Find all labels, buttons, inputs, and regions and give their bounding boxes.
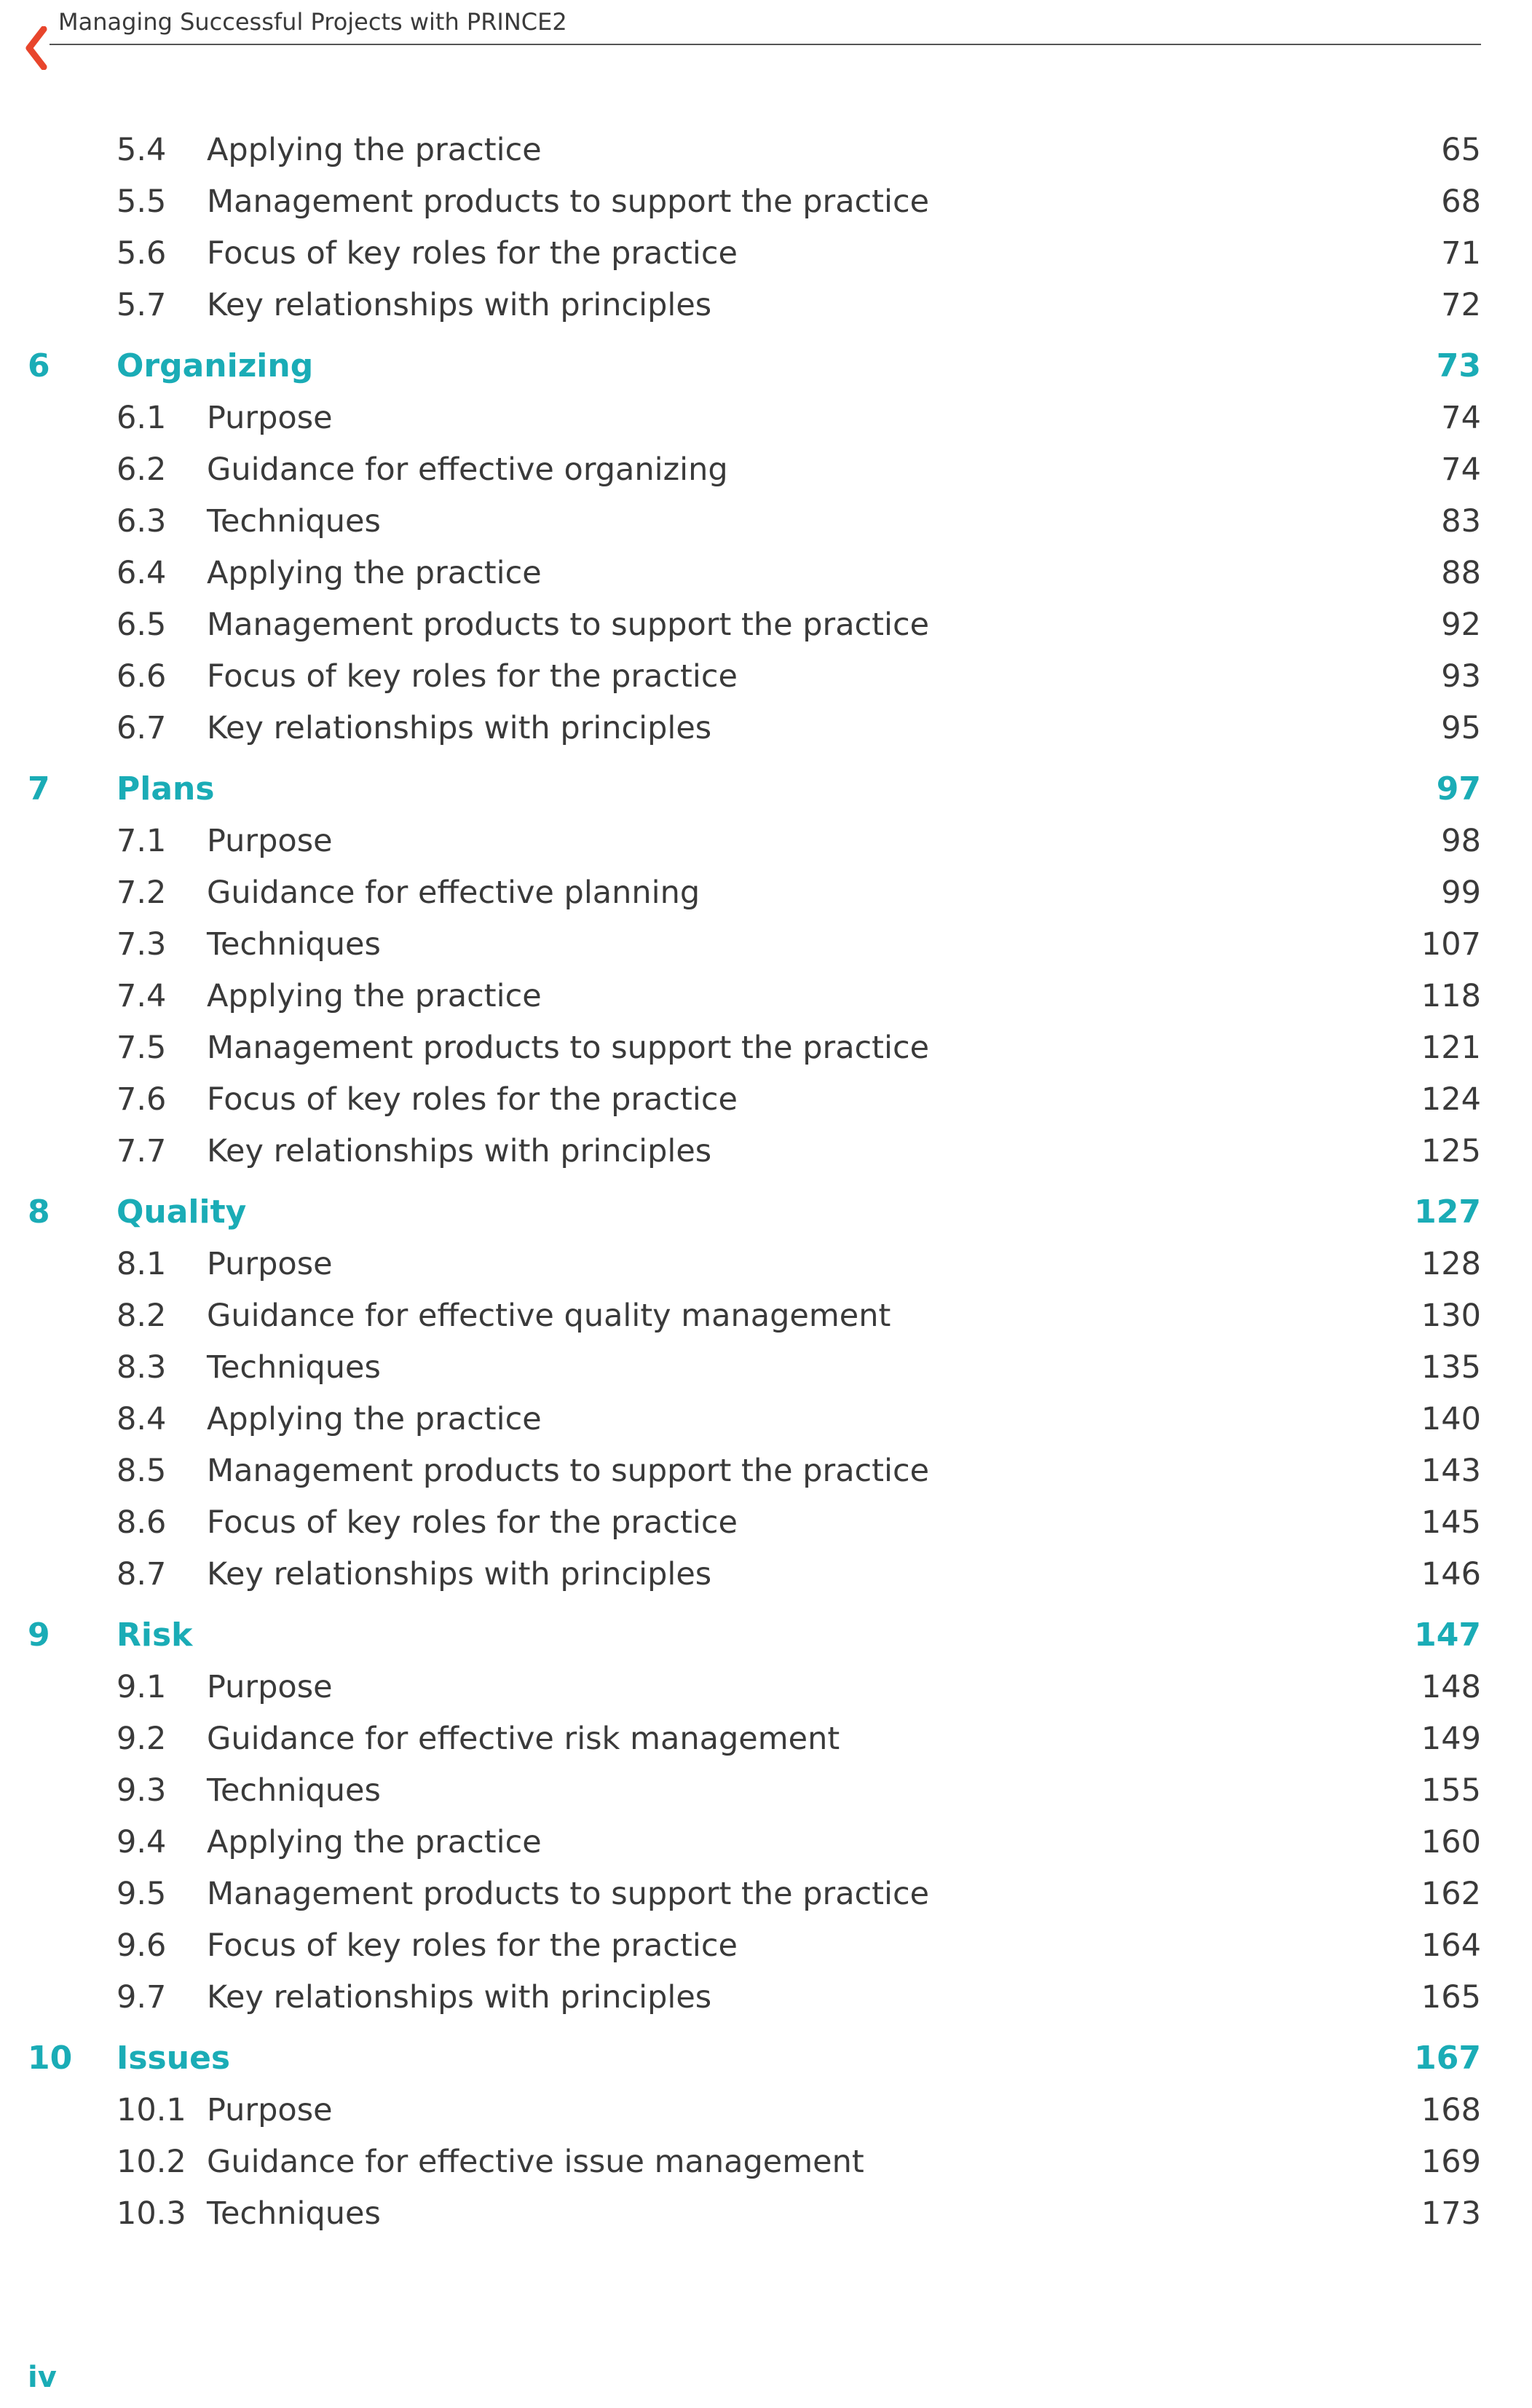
toc-section-row[interactable] (0, 495, 1532, 547)
toc-section-row[interactable] (0, 1971, 1532, 2023)
section-title: Focus of key roles for the practice (207, 1504, 738, 1541)
toc-section-row[interactable] (0, 1290, 1532, 1341)
section-number: 7.4 (117, 978, 167, 1014)
toc-section-row[interactable] (0, 1238, 1532, 1290)
page-reference: 147 (1414, 1616, 1481, 1654)
toc-section-row[interactable] (0, 867, 1532, 918)
toc-section-row[interactable] (0, 1341, 1532, 1393)
page-reference: 146 (1421, 1556, 1481, 1592)
chevron-left-icon (22, 26, 51, 70)
section-number: 9.1 (117, 1669, 167, 1705)
section-number: 10.3 (117, 2195, 186, 2232)
page-reference: 125 (1421, 1133, 1481, 1169)
section-title: Applying the practice (207, 1824, 542, 1860)
chapter-title: Quality (117, 1193, 247, 1231)
page-reference: 118 (1421, 978, 1481, 1014)
page-reference: 83 (1441, 503, 1481, 540)
page-reference: 149 (1421, 1721, 1481, 1757)
toc-section-row[interactable] (0, 1919, 1532, 1971)
page-reference: 162 (1421, 1876, 1481, 1912)
toc-section-row[interactable] (0, 1816, 1532, 1868)
section-title: Focus of key roles for the practice (207, 658, 738, 695)
toc-section-row[interactable] (0, 1125, 1532, 1177)
toc-section-row[interactable] (0, 599, 1532, 650)
chapter-title: Organizing (117, 347, 314, 384)
header-divider (50, 44, 1481, 45)
section-title: Guidance for effective planning (207, 875, 700, 911)
toc-section-row[interactable] (0, 1445, 1532, 1496)
chapter-number: 6 (28, 347, 50, 384)
toc-section-row[interactable] (0, 1393, 1532, 1445)
section-title: Applying the practice (207, 1401, 542, 1437)
section-title: Key relationships with principles (207, 287, 712, 323)
section-number: 8.7 (117, 1556, 167, 1592)
page-reference: 72 (1441, 287, 1481, 323)
page-reference: 68 (1441, 183, 1481, 220)
toc-section-row[interactable] (0, 443, 1532, 495)
section-number: 7.2 (117, 875, 167, 911)
section-number: 8.6 (117, 1504, 167, 1541)
page-reference: 135 (1421, 1349, 1481, 1386)
section-number: 6.5 (117, 607, 167, 643)
section-title: Applying the practice (207, 132, 542, 168)
toc-section-row[interactable] (0, 970, 1532, 1022)
toc-section-row[interactable] (0, 815, 1532, 867)
page-reference: 74 (1441, 451, 1481, 488)
page-reference: 168 (1421, 2092, 1481, 2128)
section-number: 8.3 (117, 1349, 167, 1386)
section-title: Management products to support the practice (207, 1030, 930, 1066)
section-title: Purpose (207, 1246, 333, 1282)
toc-section-row[interactable] (0, 547, 1532, 599)
toc-section-row[interactable] (0, 175, 1532, 227)
page-reference: 148 (1421, 1669, 1481, 1705)
section-number: 7.6 (117, 1081, 167, 1118)
chapter-number: 9 (28, 1616, 50, 1654)
section-title: Techniques (207, 926, 381, 963)
toc-section-row[interactable] (0, 1022, 1532, 1073)
section-title: Guidance for effective risk management (207, 1721, 840, 1757)
page-reference: 143 (1421, 1453, 1481, 1489)
toc-chapter-row[interactable] (0, 331, 1532, 392)
page-reference: 74 (1441, 400, 1481, 436)
toc-section-row[interactable] (0, 1868, 1532, 1919)
table-of-contents (0, 124, 1532, 2239)
page-reference: 99 (1441, 875, 1481, 911)
section-title: Techniques (207, 2195, 381, 2232)
page-reference: 164 (1421, 1927, 1481, 1964)
page-reference: 73 (1436, 347, 1481, 384)
section-title: Guidance for effective organizing (207, 451, 728, 488)
section-title: Key relationships with principles (207, 1556, 712, 1592)
chapter-number: 10 (28, 2040, 73, 2077)
toc-chapter-row[interactable] (0, 754, 1532, 815)
page-reference: 98 (1441, 823, 1481, 859)
section-number: 5.4 (117, 132, 167, 168)
toc-section-row[interactable] (0, 2187, 1532, 2239)
section-number: 6.3 (117, 503, 167, 540)
toc-section-row[interactable] (0, 650, 1532, 702)
page-reference: 169 (1421, 2144, 1481, 2180)
page-reference: 92 (1441, 607, 1481, 643)
toc-chapter-row[interactable] (0, 1177, 1532, 1238)
section-number: 8.2 (117, 1298, 167, 1334)
section-title: Key relationships with principles (207, 1979, 712, 2016)
toc-section-row[interactable] (0, 124, 1532, 175)
page-reference: 121 (1421, 1030, 1481, 1066)
page-reference: 145 (1421, 1504, 1481, 1541)
page-reference: 165 (1421, 1979, 1481, 2016)
toc-section-row[interactable] (0, 279, 1532, 331)
page-reference: 95 (1441, 710, 1481, 746)
toc-section-row[interactable] (0, 392, 1532, 443)
page-reference: 107 (1421, 926, 1481, 963)
section-title: Techniques (207, 1772, 381, 1809)
section-number: 6.2 (117, 451, 167, 488)
section-title: Management products to support the practice (207, 1453, 930, 1489)
section-number: 6.7 (117, 710, 167, 746)
section-title: Focus of key roles for the practice (207, 235, 738, 272)
chapter-title: Issues (117, 2040, 231, 2077)
page-reference: 93 (1441, 658, 1481, 695)
toc-section-row[interactable] (0, 1496, 1532, 1548)
page-reference: 127 (1414, 1193, 1481, 1231)
section-title: Purpose (207, 400, 333, 436)
section-number: 10.1 (117, 2092, 186, 2128)
toc-section-row[interactable] (0, 1764, 1532, 1816)
section-number: 8.4 (117, 1401, 167, 1437)
section-title: Purpose (207, 1669, 333, 1705)
page-reference: 173 (1421, 2195, 1481, 2232)
section-number: 9.5 (117, 1876, 167, 1912)
section-number: 6.4 (117, 555, 167, 591)
section-number: 5.6 (117, 235, 167, 272)
section-number: 9.3 (117, 1772, 167, 1809)
section-title: Guidance for effective issue management (207, 2144, 864, 2180)
section-number: 9.2 (117, 1721, 167, 1757)
toc-section-row[interactable] (0, 2136, 1532, 2187)
page-number: iv (28, 2361, 57, 2394)
section-number: 6.1 (117, 400, 167, 436)
page-reference: 65 (1441, 132, 1481, 168)
section-number: 9.7 (117, 1979, 167, 2016)
page-reference: 167 (1414, 2040, 1481, 2077)
section-title: Focus of key roles for the practice (207, 1081, 738, 1118)
page-reference: 124 (1421, 1081, 1481, 1118)
section-title: Techniques (207, 503, 381, 540)
toc-section-row[interactable] (0, 227, 1532, 279)
section-title: Management products to support the practice (207, 607, 930, 643)
section-title: Management products to support the practice (207, 1876, 930, 1912)
toc-section-row[interactable] (0, 2084, 1532, 2136)
toc-section-row[interactable] (0, 702, 1532, 754)
toc-section-row[interactable] (0, 1713, 1532, 1764)
section-title: Applying the practice (207, 978, 542, 1014)
chapter-number: 8 (28, 1193, 50, 1231)
section-number: 9.6 (117, 1927, 167, 1964)
section-title: Purpose (207, 2092, 333, 2128)
page-reference: 160 (1421, 1824, 1481, 1860)
book-title: Managing Successful Projects with PRINCE2 (58, 8, 567, 36)
section-number: 7.1 (117, 823, 167, 859)
section-number: 6.6 (117, 658, 167, 695)
toc-section-row[interactable] (0, 1661, 1532, 1713)
toc-chapter-row[interactable] (0, 2023, 1532, 2084)
section-number: 5.7 (117, 287, 167, 323)
section-number: 7.3 (117, 926, 167, 963)
toc-chapter-row[interactable] (0, 1600, 1532, 1661)
chapter-title: Risk (117, 1616, 193, 1654)
page-reference: 155 (1421, 1772, 1481, 1809)
toc-section-row[interactable] (0, 1548, 1532, 1600)
chapter-title: Plans (117, 770, 215, 808)
page-reference: 97 (1436, 770, 1481, 808)
toc-section-row[interactable] (0, 1073, 1532, 1125)
section-number: 8.5 (117, 1453, 167, 1489)
section-title: Applying the practice (207, 555, 542, 591)
section-number: 9.4 (117, 1824, 167, 1860)
page-reference: 88 (1441, 555, 1481, 591)
section-number: 10.2 (117, 2144, 186, 2180)
section-title: Techniques (207, 1349, 381, 1386)
page-reference: 128 (1421, 1246, 1481, 1282)
toc-section-row[interactable] (0, 918, 1532, 970)
section-number: 7.5 (117, 1030, 167, 1066)
section-title: Focus of key roles for the practice (207, 1927, 738, 1964)
section-number: 8.1 (117, 1246, 167, 1282)
section-title: Key relationships with principles (207, 710, 712, 746)
section-title: Management products to support the practice (207, 183, 930, 220)
section-title: Guidance for effective quality management (207, 1298, 891, 1334)
page-reference: 71 (1441, 235, 1481, 272)
chapter-number: 7 (28, 770, 50, 808)
running-header (0, 0, 1532, 52)
page-reference: 130 (1421, 1298, 1481, 1334)
section-title: Purpose (207, 823, 333, 859)
section-title: Key relationships with principles (207, 1133, 712, 1169)
page-reference: 140 (1421, 1401, 1481, 1437)
section-number: 7.7 (117, 1133, 167, 1169)
section-number: 5.5 (117, 183, 167, 220)
